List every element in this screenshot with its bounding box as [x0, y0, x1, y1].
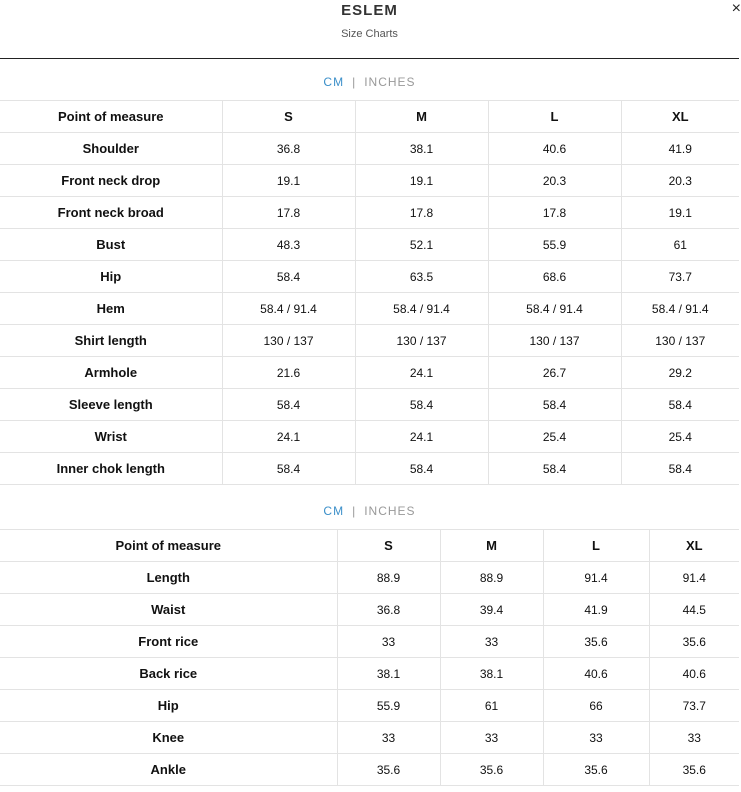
size-value: 58.4	[488, 389, 621, 421]
size-value: 48.3	[222, 229, 355, 261]
page-subtitle: Size Charts	[341, 28, 398, 40]
measure-label: Back rice	[0, 658, 337, 690]
size-value: 58.4	[222, 261, 355, 293]
size-value: 38.1	[337, 658, 440, 690]
size-value: 58.4	[621, 389, 739, 421]
measure-label: Front neck broad	[0, 197, 222, 229]
size-value: 36.8	[337, 594, 440, 626]
size-value: 58.4	[621, 453, 739, 485]
table-row	[0, 690, 739, 722]
table-header-row	[0, 530, 739, 562]
column-header-size: XL	[649, 530, 739, 562]
size-value: 40.6	[649, 658, 739, 690]
size-value: 25.4	[621, 421, 739, 453]
measure-label: Length	[0, 562, 337, 594]
measure-label: Armhole	[0, 357, 222, 389]
table-row	[0, 165, 739, 197]
size-value: 33	[337, 626, 440, 658]
measure-label: Shirt length	[0, 325, 222, 357]
size-value: 73.7	[621, 261, 739, 293]
size-value: 39.4	[440, 594, 543, 626]
size-value: 24.1	[355, 357, 488, 389]
size-value: 58.4	[355, 389, 488, 421]
table-row	[0, 658, 739, 690]
table-row	[0, 261, 739, 293]
size-value: 58.4	[355, 453, 488, 485]
size-value: 58.4 / 91.4	[488, 293, 621, 325]
size-value: 63.5	[355, 261, 488, 293]
size-value: 19.1	[355, 165, 488, 197]
column-header-size: M	[440, 530, 543, 562]
size-value: 17.8	[488, 197, 621, 229]
table-row	[0, 389, 739, 421]
size-value: 35.6	[649, 754, 739, 786]
size-value: 58.4 / 91.4	[621, 293, 739, 325]
measure-label: Knee	[0, 722, 337, 754]
size-value: 40.6	[488, 133, 621, 165]
column-header-size: L	[488, 101, 621, 133]
table-header-row	[0, 101, 739, 133]
size-value: 36.8	[222, 133, 355, 165]
size-value: 17.8	[222, 197, 355, 229]
size-value: 17.8	[355, 197, 488, 229]
table-row	[0, 722, 739, 754]
table-row	[0, 357, 739, 389]
measure-label: Sleeve length	[0, 389, 222, 421]
measure-label: Hip	[0, 261, 222, 293]
size-value: 41.9	[621, 133, 739, 165]
size-value: 130 / 137	[222, 325, 355, 357]
size-value: 58.4	[222, 389, 355, 421]
measure-label: Front neck drop	[0, 165, 222, 197]
column-header-size: L	[543, 530, 649, 562]
table-row	[0, 133, 739, 165]
size-value: 19.1	[621, 197, 739, 229]
size-value: 61	[621, 229, 739, 261]
size-value: 35.6	[649, 626, 739, 658]
size-value: 20.3	[488, 165, 621, 197]
size-value: 58.4 / 91.4	[355, 293, 488, 325]
size-value: 44.5	[649, 594, 739, 626]
page-header	[0, 0, 739, 59]
size-value: 35.6	[440, 754, 543, 786]
measure-label: Waist	[0, 594, 337, 626]
table-row	[0, 594, 739, 626]
size-value: 24.1	[222, 421, 355, 453]
size-value: 68.6	[488, 261, 621, 293]
table-row	[0, 197, 739, 229]
size-chart-bottom	[0, 529, 739, 786]
measure-label: Shoulder	[0, 133, 222, 165]
size-chart-top	[0, 100, 739, 485]
size-value: 35.6	[337, 754, 440, 786]
size-value: 88.9	[337, 562, 440, 594]
unit-inches-button[interactable]: INCHES	[364, 504, 416, 518]
size-value: 19.1	[222, 165, 355, 197]
size-value: 130 / 137	[355, 325, 488, 357]
measure-label: Hip	[0, 690, 337, 722]
size-value: 25.4	[488, 421, 621, 453]
unit-cm-button[interactable]: CM	[323, 504, 345, 518]
size-value: 38.1	[355, 133, 488, 165]
size-value: 73.7	[649, 690, 739, 722]
measure-label: Ankle	[0, 754, 337, 786]
column-header-measure: Point of measure	[0, 530, 337, 562]
table-row	[0, 293, 739, 325]
unit-separator: |	[352, 504, 357, 518]
size-value: 33	[440, 722, 543, 754]
measure-label: Inner chok length	[0, 453, 222, 485]
column-header-size: S	[222, 101, 355, 133]
size-value: 38.1	[440, 658, 543, 690]
table-row	[0, 562, 739, 594]
measure-label: Front rice	[0, 626, 337, 658]
size-value: 33	[440, 626, 543, 658]
size-value: 58.4	[222, 453, 355, 485]
column-header-size: XL	[621, 101, 739, 133]
unit-inches-button[interactable]: INCHES	[364, 75, 416, 89]
measure-label: Hem	[0, 293, 222, 325]
unit-cm-button[interactable]: CM	[323, 75, 345, 89]
brand-title: ESLEM	[341, 2, 398, 19]
table-row	[0, 453, 739, 485]
size-value: 88.9	[440, 562, 543, 594]
size-value: 130 / 137	[621, 325, 739, 357]
column-header-measure: Point of measure	[0, 101, 222, 133]
size-value: 29.2	[621, 357, 739, 389]
size-value: 58.4 / 91.4	[222, 293, 355, 325]
size-value: 20.3	[621, 165, 739, 197]
column-header-size: M	[355, 101, 488, 133]
measure-label: Wrist	[0, 421, 222, 453]
column-header-size: S	[337, 530, 440, 562]
size-value: 58.4	[488, 453, 621, 485]
size-value: 33	[337, 722, 440, 754]
table-row	[0, 754, 739, 786]
size-value: 26.7	[488, 357, 621, 389]
table-row	[0, 229, 739, 261]
size-value: 130 / 137	[488, 325, 621, 357]
close-icon[interactable]: ×	[731, 0, 741, 17]
size-value: 91.4	[649, 562, 739, 594]
unit-toggle-top	[0, 75, 739, 89]
size-value: 52.1	[355, 229, 488, 261]
measure-label: Bust	[0, 229, 222, 261]
size-value: 66	[543, 690, 649, 722]
unit-separator: |	[352, 75, 357, 89]
size-value: 41.9	[543, 594, 649, 626]
size-value: 35.6	[543, 626, 649, 658]
size-value: 21.6	[222, 357, 355, 389]
table-row	[0, 421, 739, 453]
size-value: 40.6	[543, 658, 649, 690]
size-value: 35.6	[543, 754, 649, 786]
table-row	[0, 325, 739, 357]
size-value: 55.9	[337, 690, 440, 722]
size-value: 33	[543, 722, 649, 754]
size-value: 91.4	[543, 562, 649, 594]
table-row	[0, 626, 739, 658]
unit-toggle-bottom	[0, 504, 739, 518]
size-value: 61	[440, 690, 543, 722]
size-value: 55.9	[488, 229, 621, 261]
size-value: 24.1	[355, 421, 488, 453]
size-value: 33	[649, 722, 739, 754]
